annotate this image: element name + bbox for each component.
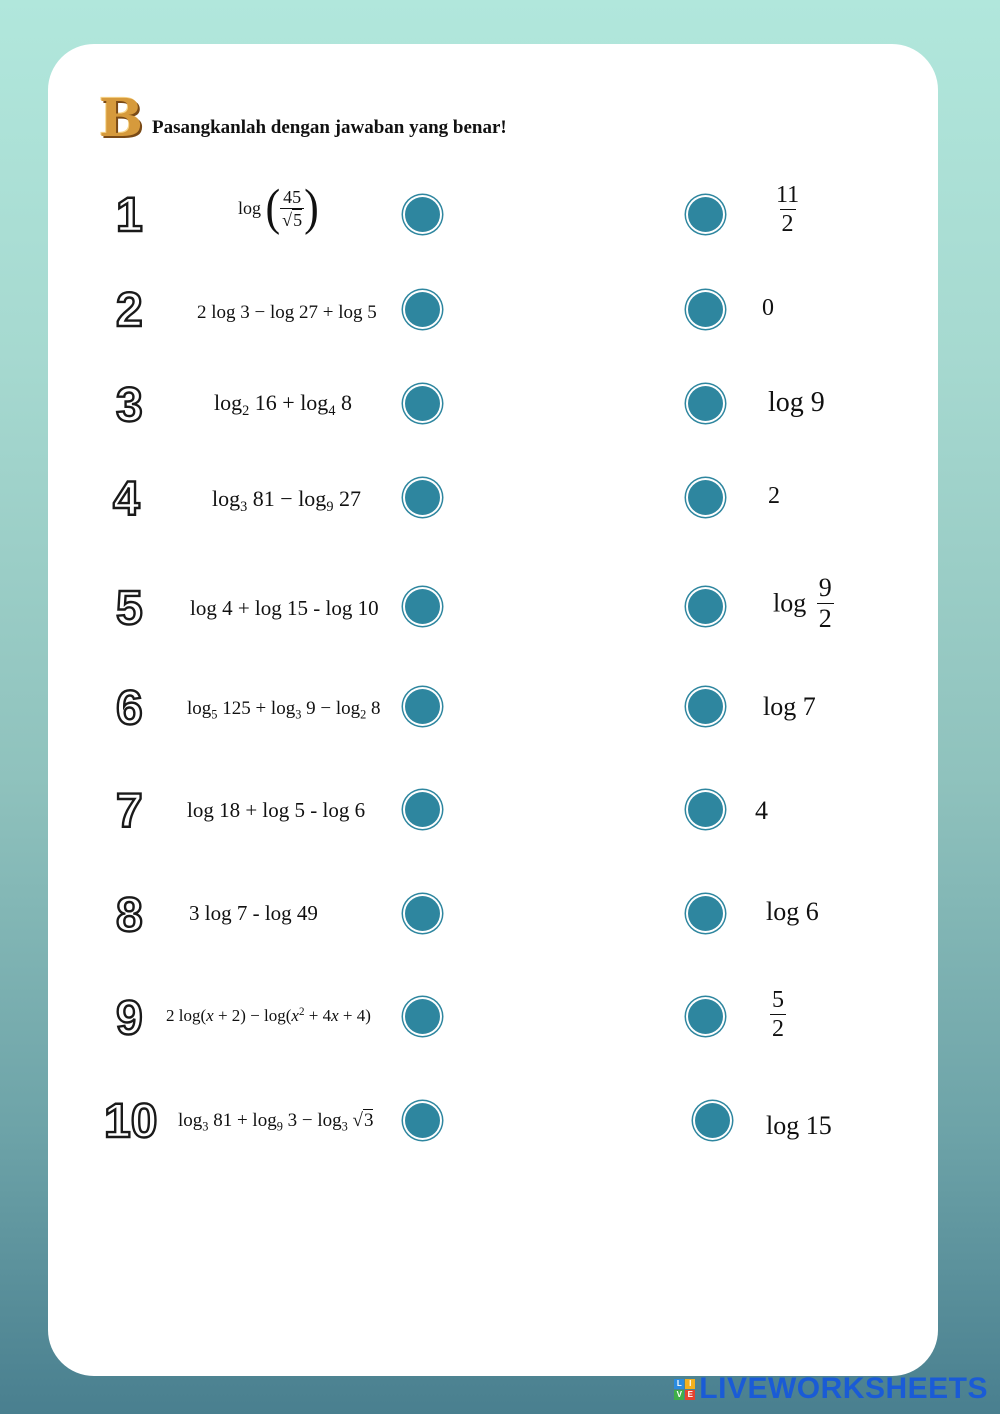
question-number-8: 8 bbox=[116, 889, 143, 942]
answer-4-text: 2 bbox=[768, 483, 780, 509]
answer-5-fraction: log $\frac{9}{2}$ bbox=[773, 573, 832, 633]
question-7-connector[interactable] bbox=[405, 792, 440, 827]
question-number-7: 7 bbox=[116, 785, 143, 838]
answer-3-text: log 9 bbox=[768, 387, 825, 418]
question-5-connector[interactable] bbox=[405, 589, 440, 624]
answer-5-connector[interactable] bbox=[688, 589, 723, 624]
question-3-connector[interactable] bbox=[405, 386, 440, 421]
question-9-connector[interactable] bbox=[405, 999, 440, 1034]
question-number-3: 3 bbox=[116, 379, 143, 432]
answer-1-connector[interactable] bbox=[688, 197, 723, 232]
question-3-expression: $\log_2 16 + \log_4 8$ bbox=[214, 390, 352, 419]
question-number-9: 9 bbox=[116, 992, 143, 1045]
answer-9-fraction: $\frac{5}{2}$ bbox=[772, 987, 784, 1042]
question-8-expression: 3 log 7 - log 49 bbox=[189, 901, 318, 925]
instruction-text: Pasangkanlah dengan jawaban yang benar! bbox=[152, 117, 507, 138]
question-7-expression: log 18 + log 5 - log 6 bbox=[187, 798, 366, 822]
question-10-expression: $\log_3 81 + \log_9 3 - \log_3 √3$ bbox=[178, 1110, 374, 1134]
answer-2-connector[interactable] bbox=[688, 292, 723, 327]
question-8-connector[interactable] bbox=[405, 896, 440, 931]
liveworksheets-mark-icon: L I V E bbox=[674, 1379, 695, 1400]
answer-3-connector[interactable] bbox=[688, 386, 723, 421]
question-number-10: 10 bbox=[104, 1095, 158, 1148]
answer-6-text: log 7 bbox=[763, 692, 816, 721]
liveworksheets-logo bbox=[674, 1372, 988, 1406]
answer-6-connector[interactable] bbox=[688, 689, 723, 724]
question-4-expression: $\log_3 81 - \log_9 27$ bbox=[212, 486, 361, 515]
question-number-1: 1 bbox=[116, 189, 143, 242]
question-5-expression: log 4 + log 15 - log 10 bbox=[190, 596, 379, 620]
question-9-expression: 2 $\log(x + 2) - \log(x^2 + 4x + 4)$ bbox=[166, 1006, 371, 1026]
question-6-connector[interactable] bbox=[405, 689, 440, 724]
question-6-expression: $\log_5 125 + \log_3 9 - \log_2 8$ bbox=[187, 698, 381, 722]
question-number-4: 4 bbox=[113, 473, 140, 526]
answer-10-text: log 15 bbox=[766, 1111, 832, 1140]
answer-8-text: log 6 bbox=[766, 897, 819, 926]
question-number-2: 2 bbox=[116, 284, 143, 337]
question-10-connector[interactable] bbox=[405, 1103, 440, 1138]
question-1-expression: log ( $\frac{45}{√5}$ ) bbox=[238, 179, 319, 236]
brand-name: LIVEWORKSHEETS bbox=[699, 1372, 988, 1405]
answer-10-connector[interactable] bbox=[695, 1103, 730, 1138]
question-4-connector[interactable] bbox=[405, 480, 440, 515]
question-1-connector[interactable] bbox=[405, 197, 440, 232]
question-2-connector[interactable] bbox=[405, 292, 440, 327]
question-number-6: 6 bbox=[116, 682, 143, 735]
answer-8-connector[interactable] bbox=[688, 896, 723, 931]
answer-7-connector[interactable] bbox=[688, 792, 723, 827]
answer-4-connector[interactable] bbox=[688, 480, 723, 515]
section-badge: B bbox=[99, 88, 143, 149]
answer-1-fraction: $\frac{11}{2}$ bbox=[776, 182, 800, 237]
answer-9-connector[interactable] bbox=[688, 999, 723, 1034]
answer-7-text: 4 bbox=[755, 796, 768, 825]
question-number-5: 5 bbox=[116, 582, 143, 635]
question-2-expression: 2 log 3 − log 27 + log 5 bbox=[197, 302, 377, 323]
answer-2-text: 0 bbox=[762, 295, 774, 321]
